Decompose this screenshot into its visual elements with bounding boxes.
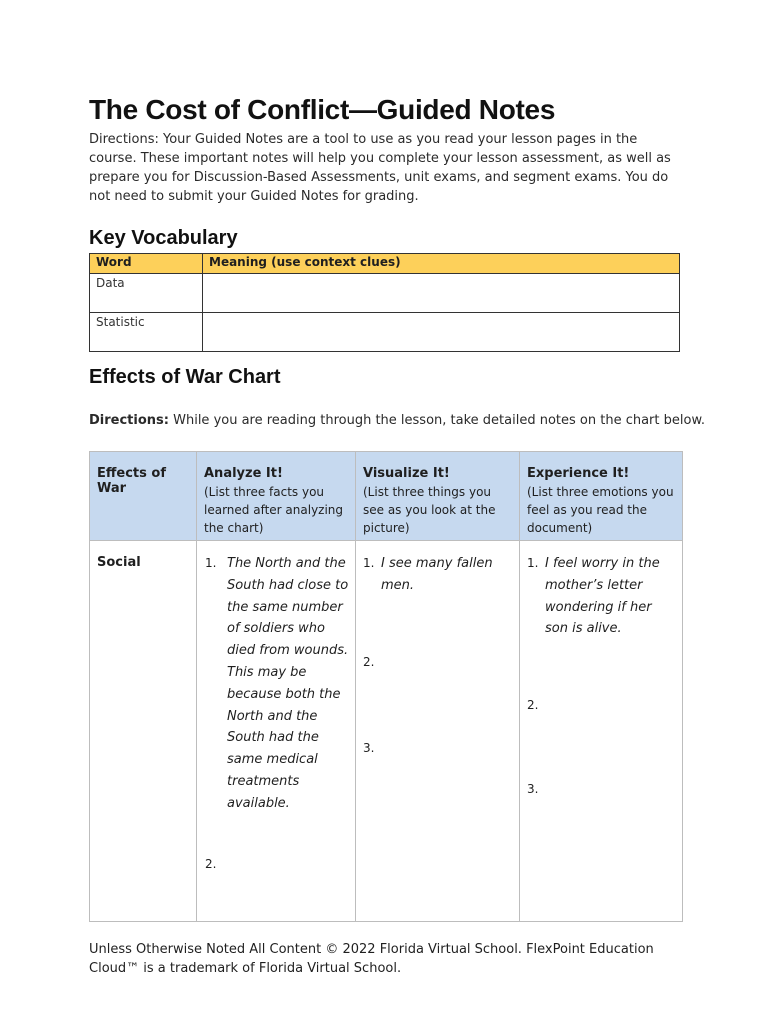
- visualize-title: Visualize It!: [363, 466, 450, 481]
- vocab-word: Statistic: [90, 313, 203, 352]
- vocabulary-table: [89, 253, 680, 352]
- item-number: 1.: [527, 556, 539, 570]
- vocab-col-meaning: Meaning (use context clues): [203, 254, 680, 274]
- item-number: 3.: [363, 740, 375, 755]
- visualize-notes-cell[interactable]: [356, 541, 520, 922]
- analyze-notes-cell[interactable]: [197, 541, 356, 922]
- analyze-title: Analyze It!: [204, 466, 283, 481]
- item-number: 2.: [363, 654, 375, 669]
- row-label-cell: [90, 541, 197, 922]
- note-text: I see many fallen men.: [381, 556, 493, 593]
- intro-directions: Directions: Your Guided Notes are a tool to use as you read your lesson pages in the course. These important notes will help you complete your lesson assessment, as well as prepare you for Discussion-Based Assessments, unit exams, and segment exams. You do not need to submit your Guided Notes for grading.: [89, 132, 671, 204]
- experience-subtitle: (List three emotions you feel as you read the document): [527, 485, 674, 535]
- item-number: 3.: [527, 782, 539, 797]
- vocab-meaning-field[interactable]: [203, 274, 680, 313]
- item-number: 2.: [205, 856, 217, 871]
- experience-notes-cell[interactable]: [520, 541, 683, 922]
- chart-header-row: [90, 452, 683, 541]
- footer-copyright: Unless Otherwise Noted All Content © 2022 Florida Virtual School. FlexPoint Education Cloud™ is a trademark of Florida Virtual School.: [89, 942, 654, 976]
- key-vocabulary-heading: Key Vocabulary: [89, 227, 238, 249]
- effects-of-war-heading: Effects of War Chart: [89, 366, 281, 388]
- item-number: 2.: [527, 698, 539, 713]
- col-analyze-it: [197, 452, 356, 541]
- vocab-col-word: Word: [90, 254, 203, 274]
- note-text: I feel worry in the mother’s letter wondering if her son is alive.: [545, 556, 660, 637]
- col-visualize-it: [356, 452, 520, 541]
- table-row: [90, 313, 680, 352]
- row-label-social: Social: [97, 555, 141, 570]
- list-item: [205, 553, 349, 815]
- experience-title: Experience It!: [527, 466, 630, 481]
- note-text: The North and the South had close to the same number of soldiers who died from wounds. This may be because both the North and the South had the same medical treatments available.: [227, 556, 349, 811]
- chart-directions: [89, 413, 705, 428]
- item-number: 1.: [363, 556, 375, 570]
- effects-of-war-table: [89, 451, 683, 922]
- analyze-subtitle: (List three facts you learned after analyzing the chart): [204, 485, 344, 535]
- col-effects-title: Effects of War: [97, 466, 166, 496]
- col-effects-of-war: [90, 452, 197, 541]
- vocab-meaning-field[interactable]: [203, 313, 680, 352]
- table-row: [90, 541, 683, 922]
- list-item: [527, 553, 676, 640]
- chart-directions-text: While you are reading through the lesson, take detailed notes on the chart below.: [168, 413, 706, 428]
- col-experience-it: [520, 452, 683, 541]
- visualize-subtitle: (List three things you see as you look at the picture): [363, 485, 496, 535]
- vocab-header-row: [90, 254, 680, 274]
- page-title: The Cost of Conflict—Guided Notes: [89, 94, 556, 125]
- chart-directions-label: Directions:: [89, 413, 169, 428]
- list-item: [363, 553, 513, 597]
- vocab-word: Data: [90, 274, 203, 313]
- table-row: [90, 274, 680, 313]
- item-number: 1.: [205, 556, 217, 570]
